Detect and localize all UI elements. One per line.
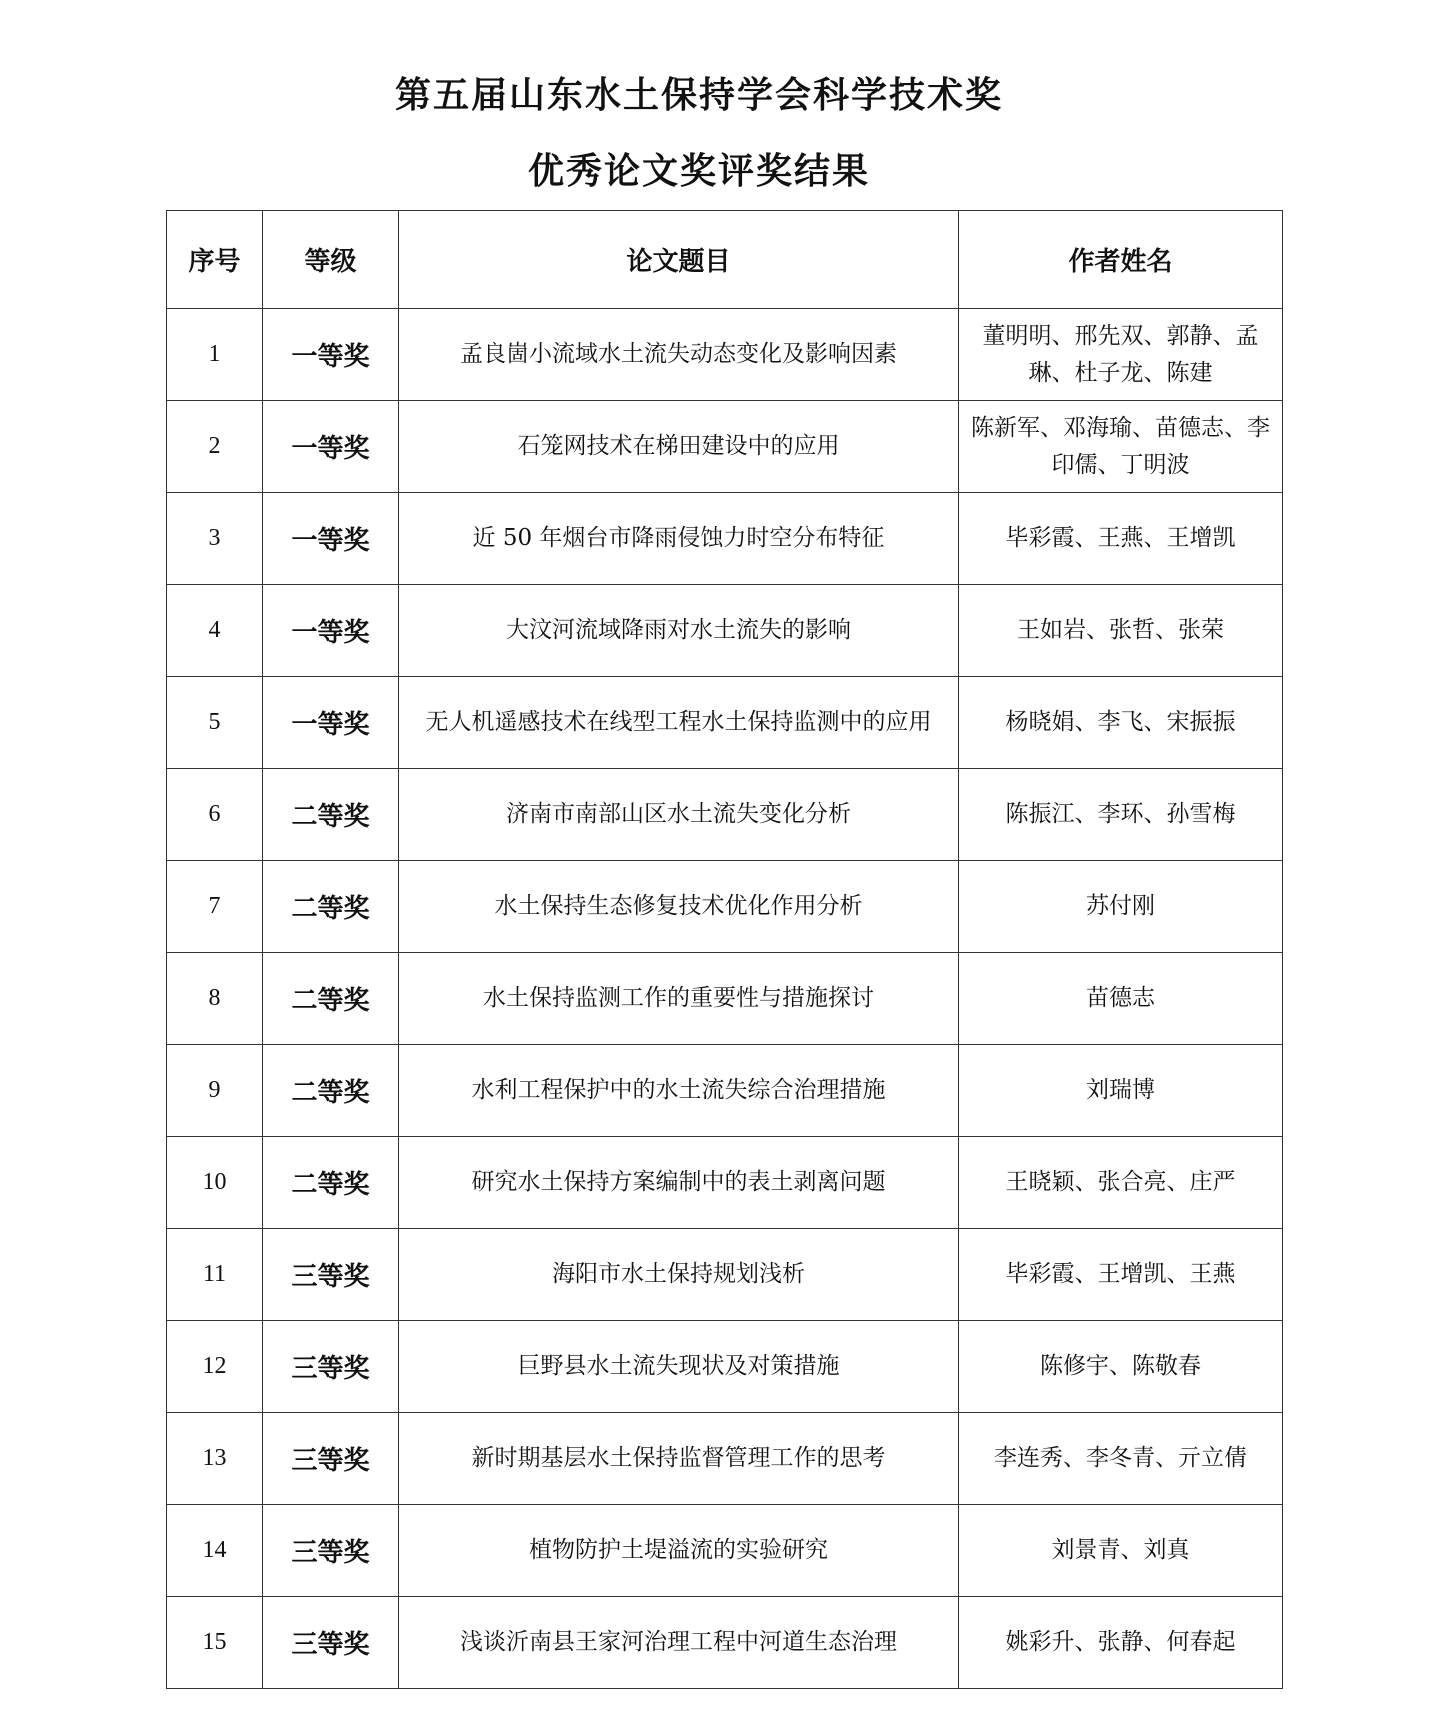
paper-title: 石笼网技术在梯田建设中的应用 <box>399 401 959 493</box>
paper-title: 水土保持监测工作的重要性与措施探讨 <box>399 953 959 1045</box>
author-names: 毕彩霞、王燕、王增凯 <box>959 493 1283 585</box>
paper-title: 济南市南部山区水土流失变化分析 <box>399 769 959 861</box>
table-row <box>167 493 1283 585</box>
paper-title: 新时期基层水土保持监督管理工作的思考 <box>399 1413 959 1505</box>
award-level: 一等奖 <box>263 677 399 769</box>
row-number: 12 <box>167 1321 263 1413</box>
table-row <box>167 677 1283 769</box>
author-names: 李连秀、李冬青、亓立倩 <box>959 1413 1283 1505</box>
row-number: 1 <box>167 309 263 401</box>
award-results-table <box>166 210 1283 1689</box>
document-subtitle: 优秀论文奖评奖结果 <box>527 151 870 192</box>
table-row <box>167 1413 1283 1505</box>
table-row <box>167 309 1283 401</box>
table-row <box>167 1229 1283 1321</box>
row-number: 15 <box>167 1597 263 1689</box>
table-header-row <box>167 211 1283 309</box>
table-body <box>167 309 1283 1689</box>
author-names: 陈振江、李环、孙雪梅 <box>959 769 1283 861</box>
row-number: 13 <box>167 1413 263 1505</box>
award-level: 三等奖 <box>263 1597 399 1689</box>
author-names: 陈新军、邓海瑜、苗德志、李印儒、丁明波 <box>959 401 1283 493</box>
table-row <box>167 769 1283 861</box>
award-level: 二等奖 <box>263 953 399 1045</box>
row-number: 8 <box>167 953 263 1045</box>
paper-title: 大汶河流域降雨对水土流失的影响 <box>399 585 959 677</box>
table-row <box>167 585 1283 677</box>
row-number: 2 <box>167 401 263 493</box>
author-names: 王如岩、张哲、张荣 <box>959 585 1283 677</box>
author-names: 苗德志 <box>959 953 1283 1045</box>
row-number: 14 <box>167 1505 263 1597</box>
table-row <box>167 1045 1283 1137</box>
author-names: 陈修宇、陈敬春 <box>959 1321 1283 1413</box>
award-level: 二等奖 <box>263 861 399 953</box>
paper-title: 孟良崮小流域水土流失动态变化及影响因素 <box>399 309 959 401</box>
paper-title: 巨野县水土流失现状及对策措施 <box>399 1321 959 1413</box>
award-level: 一等奖 <box>263 585 399 677</box>
table-row <box>167 1321 1283 1413</box>
author-names: 杨晓娟、李飞、宋振振 <box>959 677 1283 769</box>
table-row <box>167 861 1283 953</box>
row-number: 4 <box>167 585 263 677</box>
paper-title: 近 50 年烟台市降雨侵蚀力时空分布特征 <box>399 493 959 585</box>
header-authors: 作者姓名 <box>959 211 1283 309</box>
author-names: 苏付刚 <box>959 861 1283 953</box>
award-level: 二等奖 <box>263 1045 399 1137</box>
paper-title: 浅谈沂南县王家河治理工程中河道生态治理 <box>399 1597 959 1689</box>
award-level: 二等奖 <box>263 769 399 861</box>
award-level: 一等奖 <box>263 401 399 493</box>
award-level: 一等奖 <box>263 493 399 585</box>
document-title: 第五届山东水土保持学会科学技术奖 <box>394 75 1003 116</box>
paper-title: 海阳市水土保持规划浅析 <box>399 1229 959 1321</box>
table-row <box>167 953 1283 1045</box>
author-names: 毕彩霞、王增凯、王燕 <box>959 1229 1283 1321</box>
author-names: 刘瑞博 <box>959 1045 1283 1137</box>
award-level: 三等奖 <box>263 1321 399 1413</box>
author-names: 刘景青、刘真 <box>959 1505 1283 1597</box>
award-level: 三等奖 <box>263 1229 399 1321</box>
paper-title: 研究水土保持方案编制中的表土剥离问题 <box>399 1137 959 1229</box>
table-row <box>167 1597 1283 1689</box>
paper-title: 水利工程保护中的水土流失综合治理措施 <box>399 1045 959 1137</box>
row-number: 11 <box>167 1229 263 1321</box>
header-level: 等级 <box>263 211 399 309</box>
paper-title: 水土保持生态修复技术优化作用分析 <box>399 861 959 953</box>
author-names: 王晓颖、张合亮、庄严 <box>959 1137 1283 1229</box>
award-level: 三等奖 <box>263 1413 399 1505</box>
award-level: 二等奖 <box>263 1137 399 1229</box>
header-no: 序号 <box>167 211 263 309</box>
row-number: 10 <box>167 1137 263 1229</box>
award-level: 三等奖 <box>263 1505 399 1597</box>
table-row <box>167 1137 1283 1229</box>
table-row <box>167 401 1283 493</box>
paper-title: 植物防护土堤溢流的实验研究 <box>399 1505 959 1597</box>
award-level: 一等奖 <box>263 309 399 401</box>
table-row <box>167 1505 1283 1597</box>
author-names: 董明明、邢先双、郭静、孟琳、杜子龙、陈建 <box>959 309 1283 401</box>
row-number: 6 <box>167 769 263 861</box>
header-title: 论文题目 <box>399 211 959 309</box>
author-names: 姚彩升、张静、何春起 <box>959 1597 1283 1689</box>
row-number: 9 <box>167 1045 263 1137</box>
row-number: 3 <box>167 493 263 585</box>
row-number: 5 <box>167 677 263 769</box>
row-number: 7 <box>167 861 263 953</box>
paper-title: 无人机遥感技术在线型工程水土保持监测中的应用 <box>399 677 959 769</box>
